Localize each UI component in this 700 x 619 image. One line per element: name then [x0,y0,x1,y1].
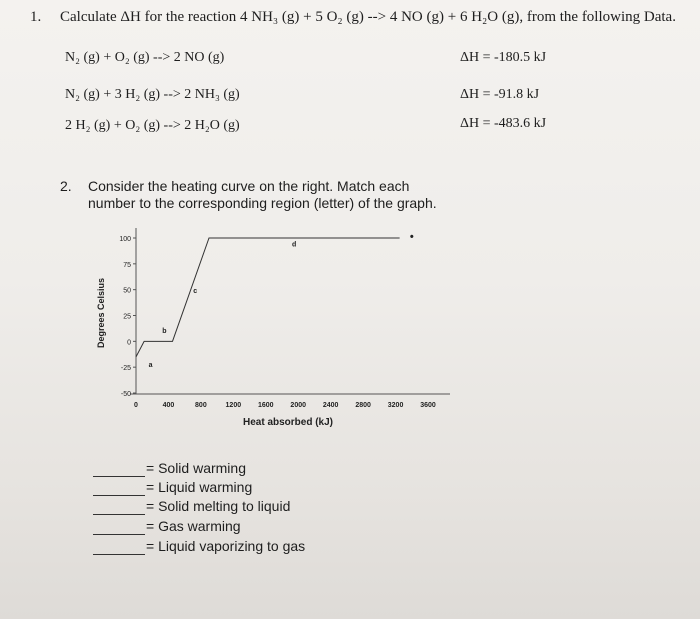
x-tick-label: 400 [162,402,175,409]
x-tick-label: 2400 [322,402,339,409]
x-tick-label: 3600 [420,402,436,409]
y-tick-label: -50 [120,391,131,398]
x-axis-label: Heat absorbed (kJ) [242,417,334,428]
match-item-liquid-vaporizing: = Liquid vaporizing to gas [146,538,306,554]
question-2-line-1: Consider the heating curve on the right. Match each [88,178,410,194]
heating-curve-line [136,238,400,357]
match-item-solid-melting: = Solid melting to liquid [146,498,291,514]
x-tick-label: 1200 [225,402,242,409]
match-item-liquid-warming: = Liquid warming [146,479,253,495]
question-1-number: 1. [30,9,42,25]
reaction-3-enthalpy: ΔH = -483.6 kJ [460,116,547,131]
region-label: c [193,287,198,295]
y-tick-label: 0 [127,339,131,347]
x-tick-label: 1600 [257,402,274,409]
reaction-3-equation: 2 H₂ (g) + O₂ (g) --> 2 H₂O (g) [65,118,240,133]
y-tick-label: -25 [120,365,131,373]
region-label: • [409,231,414,244]
answer-blank-5[interactable] [93,540,145,555]
answer-blank-3[interactable] [93,500,145,515]
answer-blank-2[interactable] [93,481,145,496]
reaction-1-equation: N₂ (g) + O₂ (g) --> 2 NO (g) [65,50,225,65]
y-tick-label: 100 [119,236,131,243]
heating-curve-chart [80,218,470,438]
y-axis-label: Degrees Celsius [96,277,106,349]
region-label: d [292,241,297,249]
y-tick-label: 25 [123,313,131,321]
question-2-number: 2. [60,178,72,194]
question-2-line-2: number to the corresponding region (letter) of the graph. [88,195,437,211]
answer-blank-4[interactable] [93,520,145,535]
x-tick-label: 2800 [355,402,371,409]
reaction-1-enthalpy: ΔH = -180.5 kJ [460,50,547,65]
x-tick-label: 0 [134,402,138,409]
reaction-2-equation: N₂ (g) + 3 H₂ (g) --> 2 NH₃ (g) [65,87,240,102]
match-item-solid-warming: = Solid warming [146,460,246,476]
y-tick-label: 75 [123,261,131,269]
x-tick-label: 2000 [290,402,307,409]
answer-blank-1[interactable] [93,462,145,477]
reaction-2-enthalpy: ΔH = -91.8 kJ [460,87,540,102]
match-item-gas-warming: = Gas warming [146,518,241,534]
x-tick-label: 3200 [387,402,404,409]
region-label: a [148,362,153,370]
y-tick-label: 50 [123,287,131,295]
region-label: b [162,328,167,336]
question-1-text: Calculate ΔH for the reaction 4 NH₃ (g) + 5 O₂ (g) --> 4 NO (g) + 6 H₂O (g), from the following Data. [60,9,676,25]
x-tick-label: 800 [195,402,207,409]
